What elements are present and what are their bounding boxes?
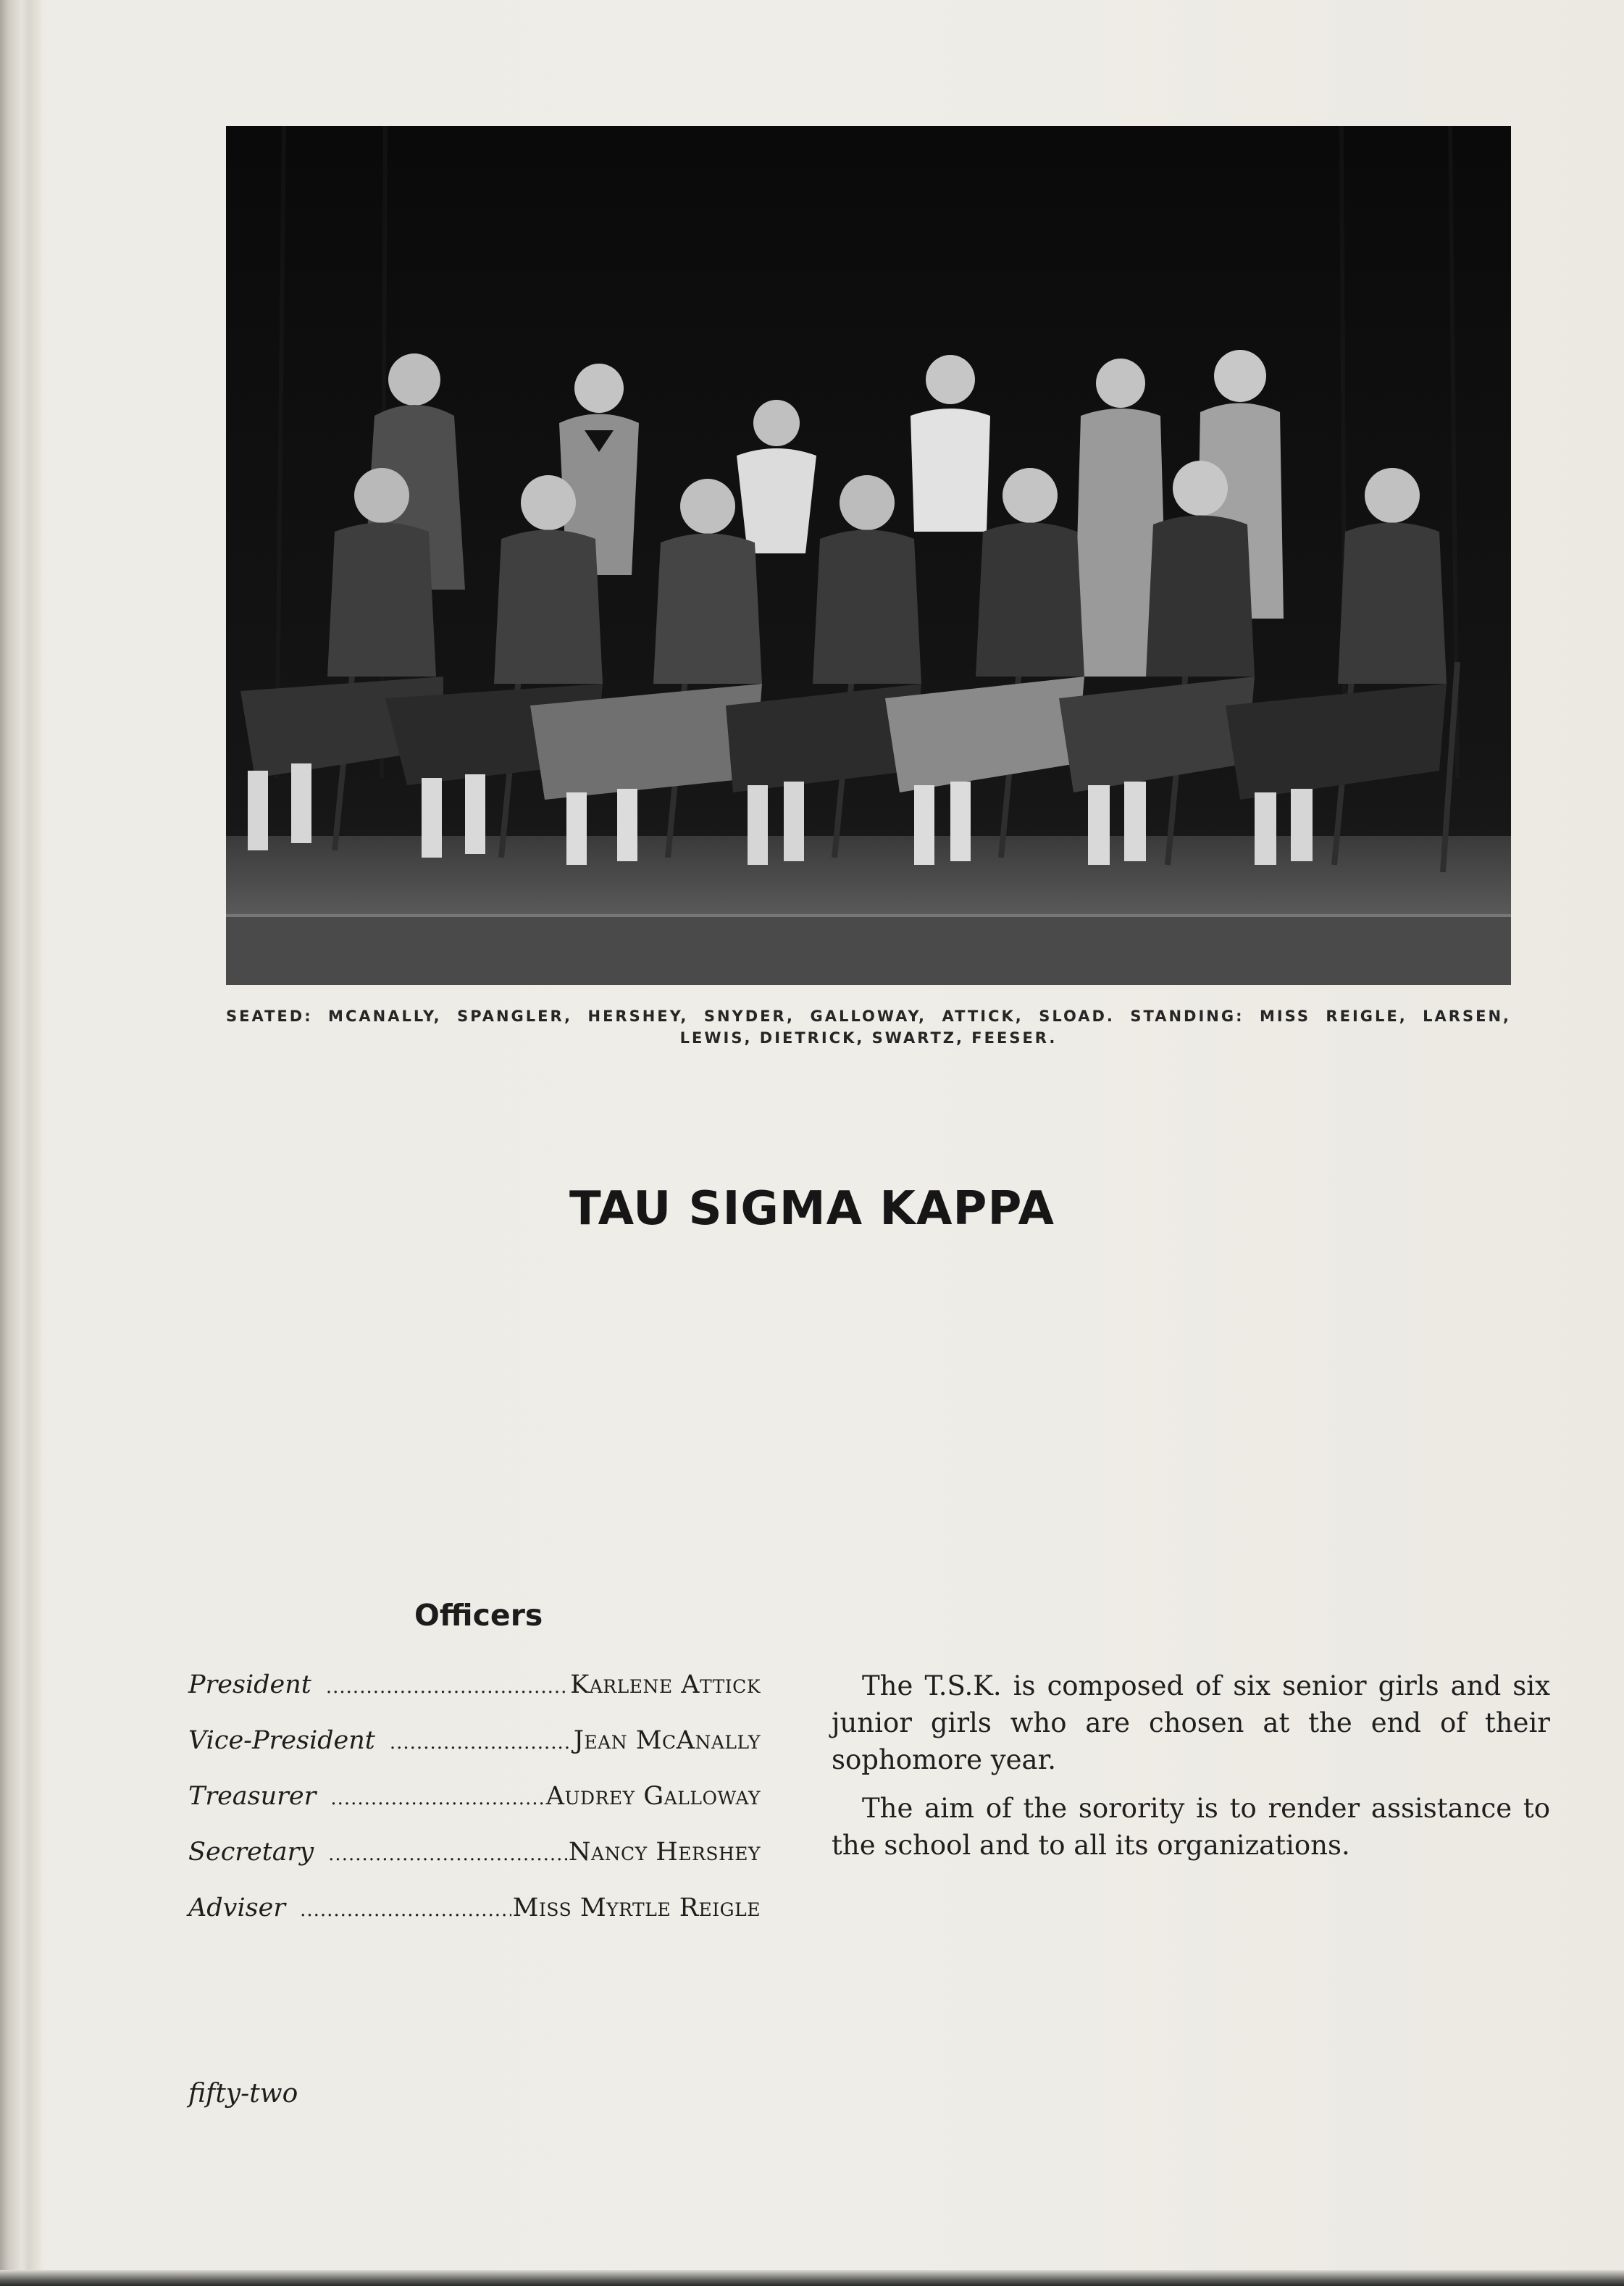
officer-name: Miss Myrtle Reigle xyxy=(512,1893,761,1922)
photo-caption xyxy=(226,1005,1511,1049)
officer-role: President xyxy=(188,1670,311,1699)
caption-line-2: LEWIS, DIETRICK, SWARTZ, FEESER. xyxy=(679,1029,1058,1047)
group-photo-illustration xyxy=(226,126,1511,985)
leader-dots xyxy=(390,1732,572,1754)
officer-row-president xyxy=(188,1670,761,1726)
page-number: fifty-two xyxy=(188,2079,298,2109)
description-paragraph: The T.S.K. is composed of six senior girls and six junior girls who are chosen at the end of their sophomore year. xyxy=(832,1670,1550,1775)
officer-role: Adviser xyxy=(188,1893,286,1922)
officer-role: Secretary xyxy=(188,1838,314,1867)
officer-role: Treasurer xyxy=(188,1782,317,1811)
description-paragraph: The aim of the sorority is to render assistance to the school and to all its organizations. xyxy=(832,1793,1550,1861)
officer-row-adviser xyxy=(188,1893,761,1949)
page-title: TAU SIGMA KAPPA xyxy=(569,1182,1055,1236)
page-bottom-edge xyxy=(0,2270,1624,2286)
officer-row-vice-president xyxy=(188,1726,761,1782)
officer-name: Jean McAnally xyxy=(573,1726,761,1755)
officer-name: Nancy Hershey xyxy=(568,1838,761,1867)
leader-dots xyxy=(300,1899,511,1921)
leader-dots xyxy=(326,1676,569,1698)
leader-dots xyxy=(330,1788,544,1809)
officer-name: Karlene Attick xyxy=(570,1670,761,1699)
group-photo xyxy=(226,126,1511,985)
caption-line-1: SEATED: MCANALLY, SPANGLER, HERSHEY, SNYDER, GALLOWAY, ATTICK, SLOAD. STANDING: MISS REIGLE, LARSEN, xyxy=(226,1008,1511,1025)
page-binding xyxy=(0,0,42,2286)
leader-dots xyxy=(328,1843,567,1865)
officers-list xyxy=(188,1670,761,1949)
officers-heading: Officers xyxy=(414,1598,543,1633)
description-text xyxy=(832,1667,1550,1875)
officer-row-treasurer xyxy=(188,1782,761,1838)
officer-role: Vice-President xyxy=(188,1726,375,1755)
officer-row-secretary xyxy=(188,1838,761,1893)
officer-name: Audrey Galloway xyxy=(545,1782,761,1811)
